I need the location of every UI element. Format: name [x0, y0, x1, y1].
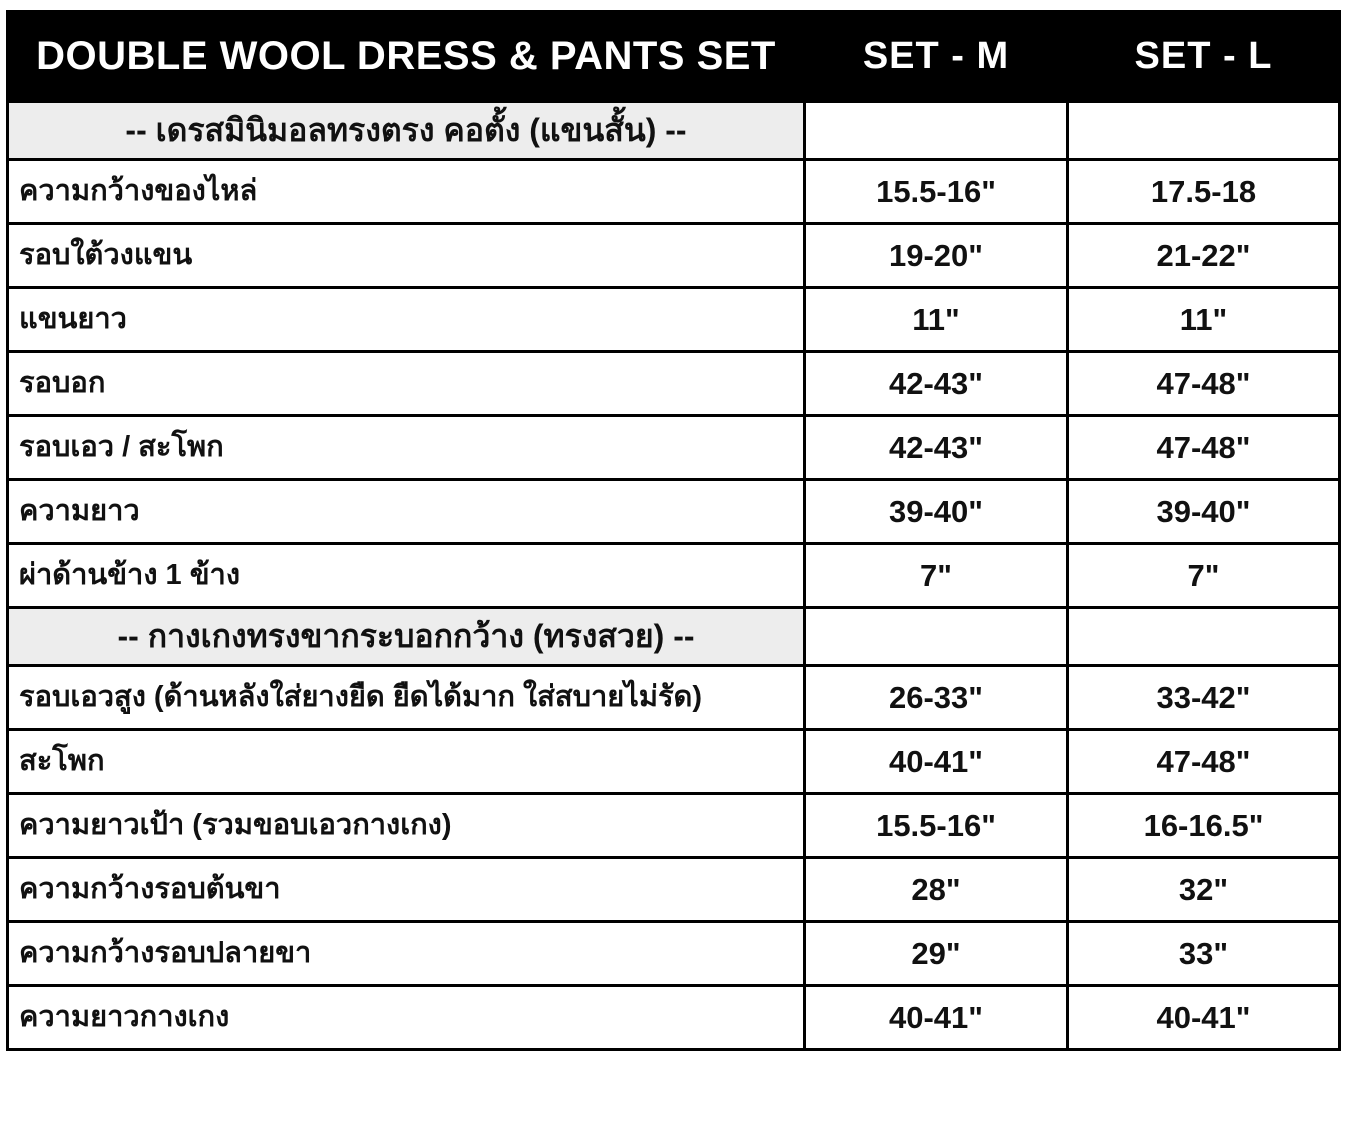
value-cell-set-l: 47-48"	[1068, 416, 1340, 480]
measurement-label-cell: รอบใต้วงแขน	[8, 224, 805, 288]
measurement-label-cell: ผ่าด้านข้าง 1 ข้าง	[8, 544, 805, 608]
value-cell-set-l: 33-42"	[1068, 666, 1340, 730]
table-row	[8, 858, 1340, 922]
value-cell-set-l: 17.5-18	[1068, 160, 1340, 224]
table-row	[8, 794, 1340, 858]
value-cell-set-m: 40-41"	[805, 730, 1068, 794]
table-row	[8, 352, 1340, 416]
value-cell-set-m: 7"	[805, 544, 1068, 608]
value-cell-set-l: 33"	[1068, 922, 1340, 986]
table-row	[8, 922, 1340, 986]
section-empty-cell-set-m	[805, 608, 1068, 666]
product-title: DOUBLE WOOL DRESS & PANTS SET	[8, 12, 805, 102]
value-cell-set-m: 40-41"	[805, 986, 1068, 1050]
table-body	[8, 102, 1340, 1050]
value-cell-set-m: 19-20"	[805, 224, 1068, 288]
value-cell-set-l: 47-48"	[1068, 352, 1340, 416]
value-cell-set-l: 47-48"	[1068, 730, 1340, 794]
table-row	[8, 160, 1340, 224]
table-row	[8, 666, 1340, 730]
value-cell-set-m: 42-43"	[805, 352, 1068, 416]
value-cell-set-l: 39-40"	[1068, 480, 1340, 544]
measurement-label-cell: ความกว้างของไหล่	[8, 160, 805, 224]
value-cell-set-l: 32"	[1068, 858, 1340, 922]
value-cell-set-l: 40-41"	[1068, 986, 1340, 1050]
measurement-label-cell: แขนยาว	[8, 288, 805, 352]
value-cell-set-l: 21-22"	[1068, 224, 1340, 288]
table-row	[8, 730, 1340, 794]
table-row	[8, 986, 1340, 1050]
measurement-label-cell: ความกว้างรอบต้นขา	[8, 858, 805, 922]
table-row	[8, 288, 1340, 352]
value-cell-set-m: 28"	[805, 858, 1068, 922]
table-row	[8, 544, 1340, 608]
measurement-label-cell: สะโพก	[8, 730, 805, 794]
measurement-label-cell: ความยาวกางเกง	[8, 986, 805, 1050]
measurement-label-cell: รอบเอวสูง (ด้านหลังใส่ยางยืด ยืดได้มาก ใส่สบายไม่รัด)	[8, 666, 805, 730]
section-header-row	[8, 102, 1340, 160]
section-title-cell: -- เดรสมินิมอลทรงตรง คอตั้ง (แขนสั้น) --	[8, 102, 805, 160]
measurement-label-cell: ความยาวเป้า (รวมขอบเอวกางเกง)	[8, 794, 805, 858]
value-cell-set-m: 42-43"	[805, 416, 1068, 480]
column-header-set-l: SET - L	[1068, 12, 1340, 102]
column-header-set-m: SET - M	[805, 12, 1068, 102]
measurement-label-cell: ความยาว	[8, 480, 805, 544]
value-cell-set-m: 15.5-16"	[805, 160, 1068, 224]
section-header-row	[8, 608, 1340, 666]
value-cell-set-m: 26-33"	[805, 666, 1068, 730]
table-row	[8, 224, 1340, 288]
measurement-label-cell: รอบอก	[8, 352, 805, 416]
section-empty-cell-set-l	[1068, 608, 1340, 666]
table-row	[8, 480, 1340, 544]
value-cell-set-l: 7"	[1068, 544, 1340, 608]
value-cell-set-m: 29"	[805, 922, 1068, 986]
table-row	[8, 416, 1340, 480]
section-empty-cell-set-m	[805, 102, 1068, 160]
value-cell-set-l: 16-16.5"	[1068, 794, 1340, 858]
measurement-label-cell: ความกว้างรอบปลายขา	[8, 922, 805, 986]
table-header-row	[8, 12, 1340, 102]
value-cell-set-m: 39-40"	[805, 480, 1068, 544]
value-cell-set-m: 15.5-16"	[805, 794, 1068, 858]
measurement-label-cell: รอบเอว / สะโพก	[8, 416, 805, 480]
section-title-cell: -- กางเกงทรงขากระบอกกว้าง (ทรงสวย) --	[8, 608, 805, 666]
value-cell-set-l: 11"	[1068, 288, 1340, 352]
size-chart-table	[6, 10, 1341, 1051]
value-cell-set-m: 11"	[805, 288, 1068, 352]
section-empty-cell-set-l	[1068, 102, 1340, 160]
